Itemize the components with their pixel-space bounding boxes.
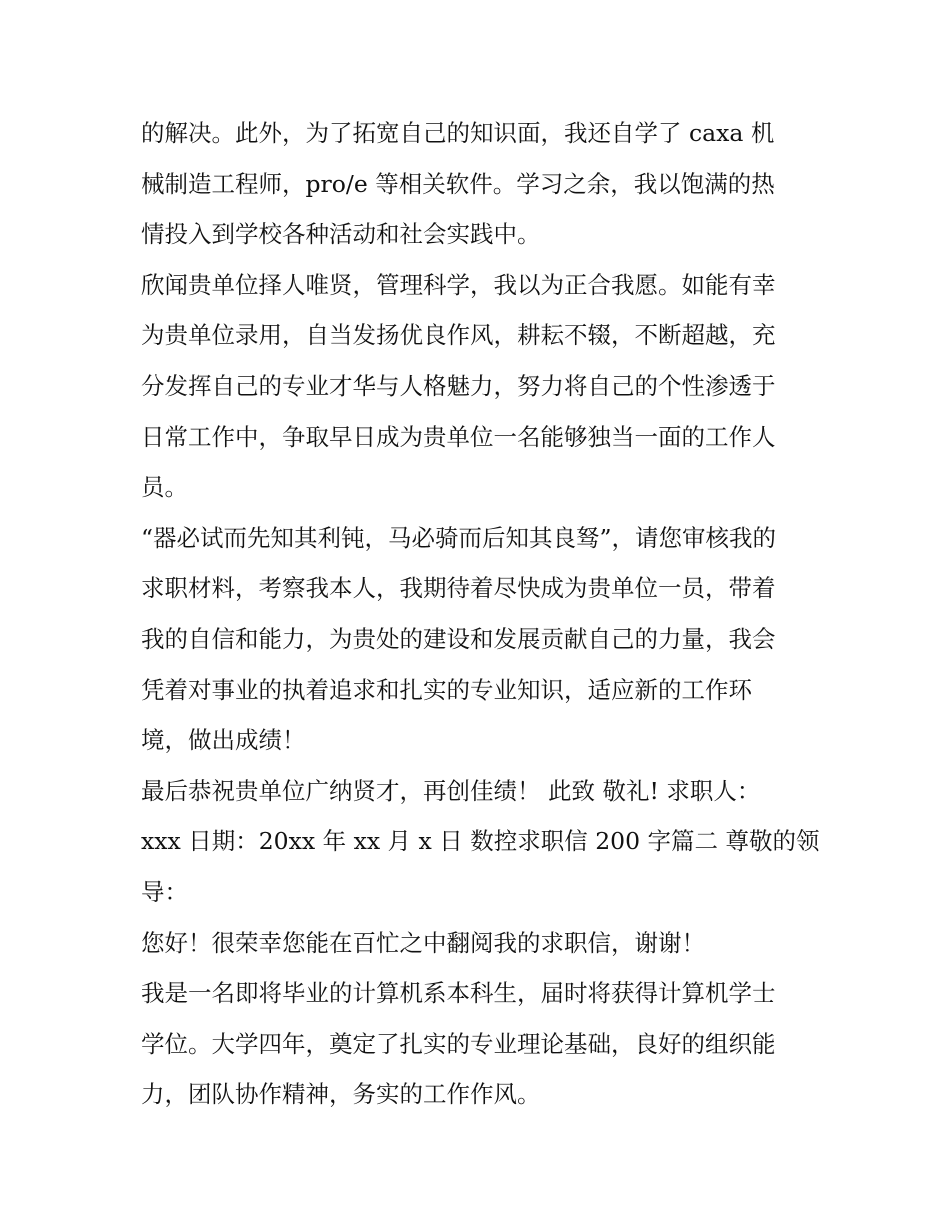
text-line: 我是一名即将毕业的计算机系本科生，届时将获得计算机学士: [141, 979, 776, 1008]
text-line: 情投入到学校各种活动和社会实践中。: [141, 220, 541, 249]
text-line: 境，做出成绩！: [141, 726, 306, 755]
text-line: 您好！很荣幸您能在百忙之中翻阅我的求职信，谢谢！: [141, 928, 705, 957]
text-line: 最后恭祝贵单位广纳贤才，再创佳绩！ 此致 敬礼! 求职人：: [141, 776, 761, 805]
text-line: 导：: [141, 877, 188, 906]
text-line: 日常工作中，争取早日成为贵单位一名能够独当一面的工作人: [141, 422, 776, 451]
text-line: 求职材料，考察我本人，我期待着尽快成为贵单位一员，带着: [141, 574, 776, 603]
text-line: “器必试而先知其利钝，马必骑而后知其良驽”，请您审核我的: [141, 523, 777, 552]
text-line: 我的自信和能力，为贵处的建设和发展贡献自己的力量，我会: [141, 624, 776, 653]
text-line: 欣闻贵单位择人唯贤，管理科学，我以为正合我愿。如能有幸: [141, 270, 776, 299]
text-line: xxx 日期：20xx 年 xx 月 x 日 数控求职信 200 字篇二 尊敬的领: [141, 827, 820, 856]
text-line: 械制造工程师，pro/e 等相关软件。学习之余，我以饱满的热: [141, 169, 775, 198]
text-line: 分发挥自己的专业才华与人格魅力，努力将自己的个性渗透于: [141, 371, 776, 400]
document-body: [141, 108, 821, 1120]
text-line: 为贵单位录用，自当发扬优良作风，耕耘不辍，不断超越，充: [141, 321, 776, 350]
text-line: 的解决。此外，为了拓宽自己的知识面，我还自学了 caxa 机: [141, 119, 775, 147]
text-line: 学位。大学四年，奠定了扎实的专业理论基础，良好的组织能: [141, 1029, 776, 1058]
text-line: 力，团队协作精神，务实的工作作风。: [141, 1080, 541, 1109]
text-line: 员。: [141, 473, 188, 502]
text-line: 凭着对事业的执着追求和扎实的专业知识，适应新的工作环: [141, 675, 752, 704]
